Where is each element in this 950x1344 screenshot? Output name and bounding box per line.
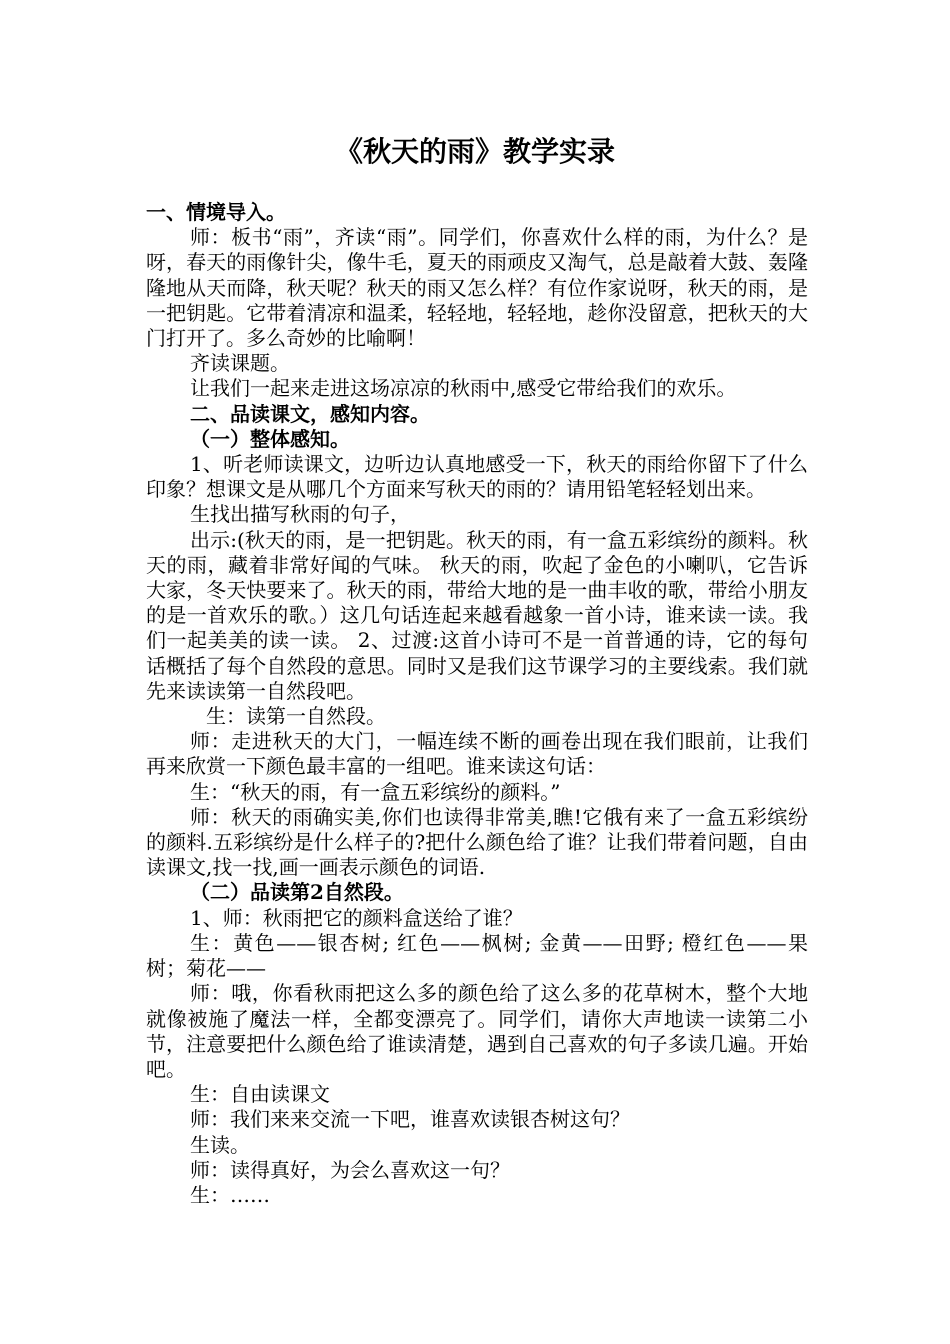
- body-paragraph: 出示:(秋天的雨，是一把钥匙。秋天的雨，有一盒五彩缤纷的颜料。秋天的雨，藏着非常好闻的气味。 秋天的雨，吹起了金色的小喇叭，它告诉大家，冬天快要来了。秋天的雨，带给大地的是一曲丰收的歌，带给小朋友的是一首欢乐的歌。）这几句话连起来越看越象一首小诗，谁来读一读。我们一起美美的读一读。 2、过渡:这首小诗可不是一首普通的诗，它的每句话概括了每个自然段的意思。同时又是我们这节课学习的主要线索。我们就先来读读第一自然段吧。: [146, 527, 808, 703]
- document-title: 《秋天的雨》教学实录: [334, 135, 615, 168]
- section-heading: 二、品读课文，感知内容。: [190, 401, 430, 426]
- body-paragraph: 生：黄色——银杏树; 红色——枫树; 金黄——田野; 橙红色——果树；菊花——: [146, 930, 808, 981]
- body-paragraph: 师：我们来来交流一下吧，谁喜欢读银杏树这句？: [190, 1107, 630, 1132]
- body-paragraph: 师：读得真好，为会么喜欢这一句？: [190, 1157, 510, 1182]
- body-paragraph: 齐读课题。: [190, 351, 290, 376]
- body-paragraph: 师：板书“雨”，齐读“雨”。同学们，你喜欢什么样的雨，为什么？是呀，春天的雨像针尖，像牛毛，夏天的雨顽皮又淘气，总是敲着大鼓、轰隆隆地从天而降，秋天呢？秋天的雨又怎么样？有位作家说呀，秋天的雨，是一把钥匙。它带着清凉和温柔，轻轻地，轻轻地，趁你没留意，把秋天的大门打开了。多么奇妙的比喻啊！: [146, 225, 808, 351]
- section-heading: （一）整体感知。: [190, 426, 350, 451]
- section-heading: 一、情境导入。: [146, 200, 286, 224]
- section-heading: （二）品读第2自然段。: [190, 880, 404, 905]
- body-paragraph: 生：自由读课文: [190, 1082, 330, 1107]
- body-paragraph: 让我们一起来走进这场凉凉的秋雨中,感受它带给我们的欢乐。: [190, 376, 737, 401]
- document-body: [146, 200, 808, 1208]
- body-paragraph: 1、师：秋雨把它的颜料盒送给了谁？: [190, 905, 523, 930]
- body-paragraph: 1、听老师读课文，边听边认真地感受一下，秋天的雨给你留下了什么印象？想课文是从哪几个方面来写秋天的雨的？请用铅笔轻轻划出来。: [146, 452, 808, 502]
- body-paragraph: 师：哦，你看秋雨把这么多的颜色给了这么多的花草树木，整个大地就像被施了魔法一样，全都变漂亮了。同学们，请你大声地读一读第二小节，注意要把什么颜色给了谁读清楚，遇到自己喜欢的句子多读几遍。开始吧。: [146, 981, 808, 1081]
- body-paragraph: 生找出描写秋雨的句子，: [190, 502, 410, 527]
- body-paragraph: 生：……: [190, 1182, 270, 1207]
- body-paragraph: 生：读第一自然段。: [206, 704, 386, 729]
- body-paragraph: 生读。: [190, 1132, 250, 1157]
- body-paragraph: 生：“秋天的雨，有一盒五彩缤纷的颜料。”: [190, 779, 561, 804]
- body-paragraph: 师：秋天的雨确实美,你们也读得非常美,瞧!它俄有来了一盒五彩缤纷的颜料.五彩缤纷是什么样子的?把什么颜色给了谁？让我们带着问题，自由读课文,找一找,画一画表示颜色的词语.: [146, 804, 808, 880]
- body-paragraph: 师：走进秋天的大门，一幅连续不断的画卷出现在我们眼前，让我们再来欣赏一下颜色最丰富的一组吧。谁来读这句话：: [146, 729, 808, 779]
